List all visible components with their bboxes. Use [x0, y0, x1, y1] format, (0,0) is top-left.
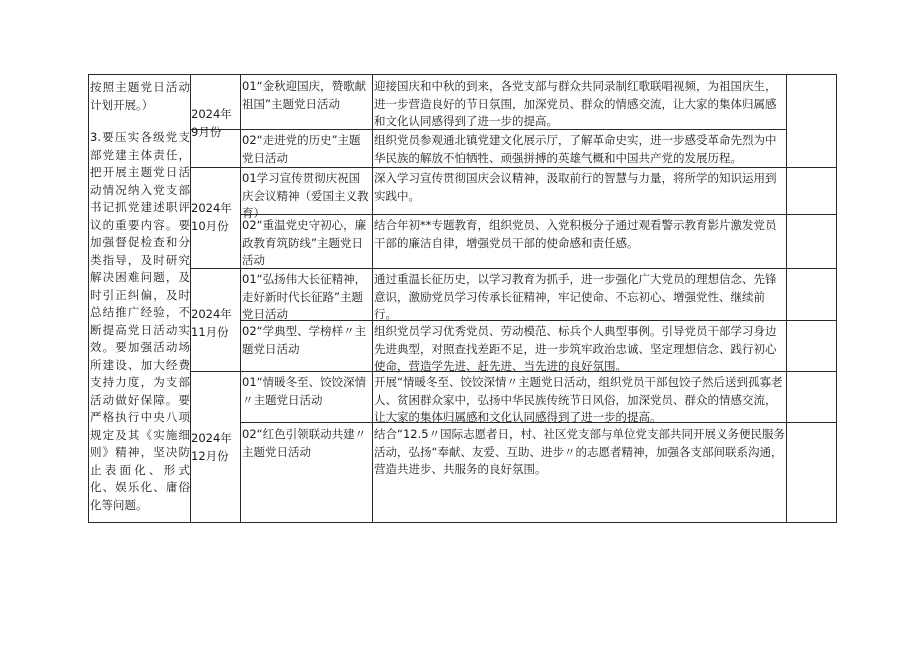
- activity-content: 组织党员参观通北镇党建文化展示厅，了解革命史实，进一步感受革命先烈为中华民族的解放不怕牺牲、顽强拼搏的英雄气概和中国共产党的发展历程。: [374, 133, 777, 165]
- column-divider: [786, 74, 787, 523]
- activity-content: 通过重温长征历史，以学习教育为抓手，进一步强化广大党员的理想信念、先锋意识，激励党员学习传承长征精神，牢记使命、不忘初心、增强党性、继续前行。: [374, 272, 777, 321]
- month-label: [191, 306, 239, 341]
- activity-topic: 01“金秋迎国庆，赞歌献祖国”主题党日活动: [242, 79, 367, 111]
- table-border-top: [88, 74, 837, 75]
- activity-topic: 01学习宣传贯彻庆祝国庆会议精神（爱国主义教育）: [242, 171, 369, 220]
- table-border-right: [836, 74, 837, 523]
- year-text: 2024年: [191, 107, 232, 121]
- month-text: 9月份: [191, 124, 222, 139]
- column-divider: [372, 74, 373, 523]
- table-border-bottom: [88, 522, 837, 523]
- month-text: 10月份: [191, 218, 229, 233]
- month-label: [191, 430, 239, 465]
- table-border-left: [88, 74, 89, 523]
- activity-topic: 01“情暖冬至、饺饺深情〃主题党日活动: [242, 375, 367, 407]
- activity-table: [88, 74, 837, 523]
- activity-content: 结合年初**专题教育，组织党员、入党积极分子通过观看警示教育影片激发党员干部的廉洁自律，增强党员干部的使命感和责任感。: [374, 218, 777, 250]
- year-text: 2024年: [191, 431, 232, 445]
- left-note-intro: 按照主题党日活动计划开展。）: [90, 80, 190, 112]
- left-note-requirements: 3.要压实各级党支部党建主体责任，把开展主题党日活动情况纳入党支部书记抓党建述职评议的重要内容。要加强督促检查和分类指导，及时研究解决困难问题，及时引正纠偏，及时总结推广经验，不断提高党日活动实效。要加强活动场所建设、加大经费支持力度，为支部活动做好保障。要严格执行中央八项规定及其《实施细则》精神，坚决防止表面化、形式化、娱乐化、庸俗化等问题。: [90, 130, 190, 512]
- activity-topic: 02“学典型、学榜样〃主题党日活动: [242, 324, 367, 356]
- activity-topic: 01“弘扬伟大长征精神，走好新时代长征路”主题党日活动: [242, 272, 367, 321]
- month-label: [191, 200, 239, 235]
- year-text: 2024年: [191, 307, 232, 321]
- month-text: 12月份: [191, 448, 229, 463]
- activity-content: 迎接国庆和中秋的到来，各党支部与群众共同录制红歌联唱视频，为祖国庆生，进一步营造良好的节日氛围，加深党员、群众的情感交流，让大家的集体归属感和文化认同感得到了进一步的提高。: [374, 79, 777, 128]
- month-label: [191, 106, 239, 141]
- year-text: 2024年: [191, 201, 232, 215]
- activity-content: 开展“情暖冬至、饺饺深情〃主题党日活动，组织党员干部包饺子然后送到孤寡老人、贫困群众家中，弘扬中华民族传统节日风俗，加深党员、群众的情感交流，让大家的集体归属感和文化认同感得到了进一步的提高。: [374, 375, 783, 424]
- activity-topic: 02“红色引领联动共建〃主题党日活动: [242, 427, 367, 459]
- activity-content: 深入学习宣传贯彻国庆会议精神，汲取前行的智慧与力量，将所学的知识运用到实践中。: [374, 171, 777, 203]
- activity-topic: 02“走进党的历史”主题党日活动: [242, 133, 361, 165]
- month-divider: [190, 167, 837, 168]
- activity-content: 组织党员学习优秀党员、劳动模范、标兵个人典型事例。引导党员干部学习身边先进典型，对照查找差距不足，进一步筑牢政治忠诚、坚定理想信念、践行初心使命，营造学先进、赶先进、当先进的良好氛围。: [374, 324, 777, 373]
- activity-content: 结合“12.5〃国际志愿者日，村、社区党支部与单位党支部共同开展义务便民服务活动，弘扬“奉献、友爱、互助、进步〃的志愿者精神，加强各支部间联系沟通，营造共进步、共服务的良好氛围。: [374, 427, 786, 476]
- month-text: 11月份: [191, 324, 229, 339]
- column-divider: [240, 74, 241, 523]
- activity-topic: 02“重温党史守初心，廉政教育筑防线”主题党日活动: [242, 218, 367, 267]
